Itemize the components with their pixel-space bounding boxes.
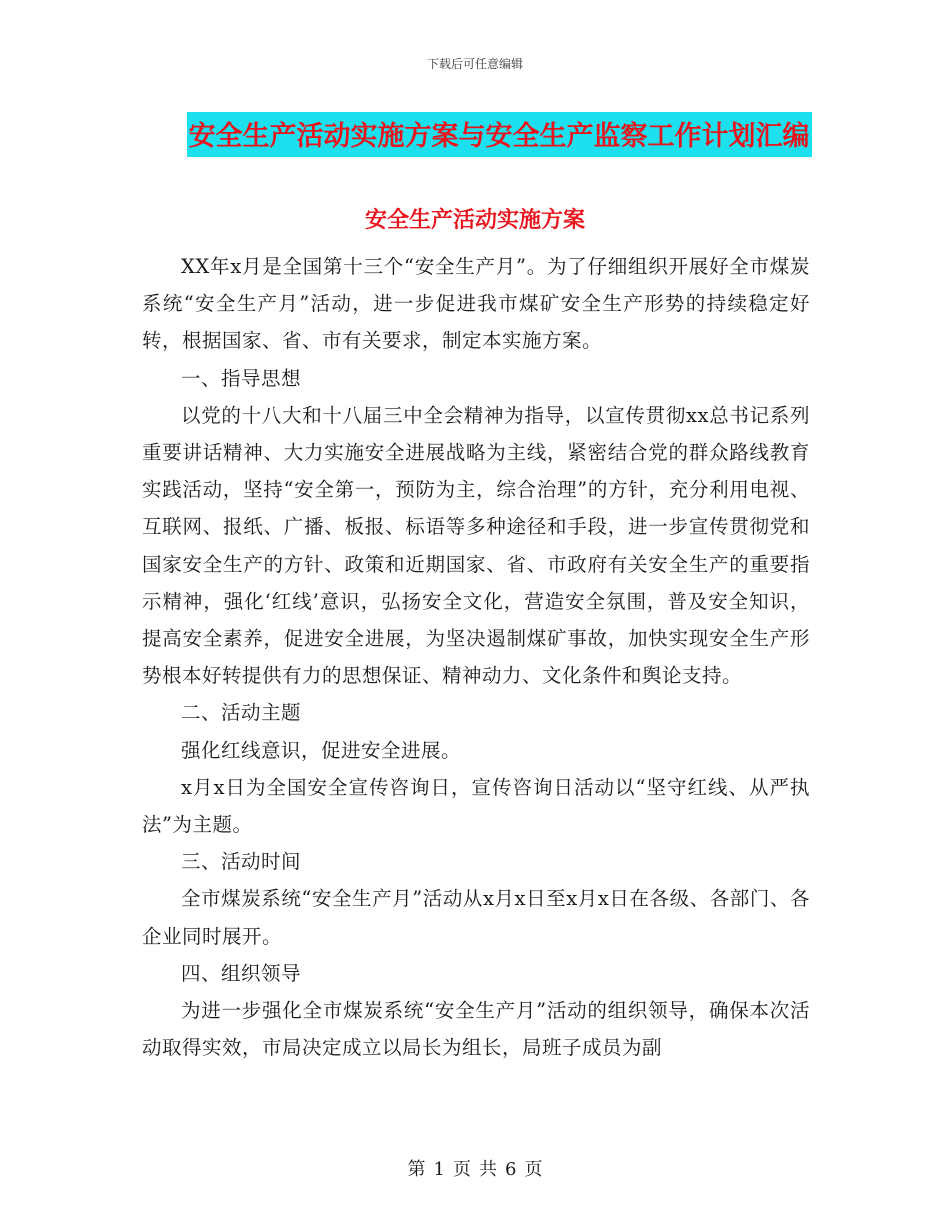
paragraph-intro: XX年x月是全国第十三个“安全生产月”。为了仔细组织开展好全市煤炭系统“安全生产月”活动，进一步促进我市煤矿安全生产形势的持续稳定好转，根据国家、省、市有关要求，制定本实施方案。: [142, 255, 810, 353]
heading-organization: 四、组织领导: [181, 961, 302, 985]
footer-label-before: 第: [407, 1159, 426, 1180]
footer-total-pages: 6: [505, 1159, 517, 1180]
main-title-wrap: [0, 112, 950, 157]
heading-activity-time: 三、活动时间: [181, 850, 302, 874]
footer-label-total: 共: [479, 1159, 497, 1180]
paragraph-activity-theme: 强化红线意识，促进安全进展。: [181, 738, 462, 762]
paragraph-guiding-thought: 以党的十八大和十八届三中全会精神为指导，以宣传贯彻xx总书记系列重要讲话精神、大力实施安全进展战略为主线，紧密结合党的群众路线教育实践活动，坚持“安全第一，预防为主，综合治理”的方针，充分利用电视、互联网、报纸、广播、板报、标语等多种途径和手段，进一步宣传贯彻党和国家安全生产的方针、政策和近期国家、省、市政府有关安全生产的重要指示精神，强化‘红线’意识，弘扬安全文化，营造安全氛围，普及安全知识，提高安全素养，促进安全进展，为坚决遏制煤矿事故，加快实现安全生产形势根本好转提供有力的思想保证、精神动力、文化条件和舆论支持。: [142, 403, 810, 688]
paragraph-activity-time: 全市煤炭系统“安全生产月”活动从x月x日至x月x日在各级、各部门、各企业同时展开。: [142, 887, 810, 948]
heading-activity-theme: 二、活动主题: [181, 701, 302, 725]
footer-label-mid: 页: [453, 1159, 471, 1180]
header-note: 下载后可任意编辑: [426, 57, 523, 71]
footer-label-after: 页: [524, 1159, 543, 1180]
body-text: [142, 248, 810, 1066]
footer-page-number: 1: [433, 1159, 445, 1180]
main-title: 安全生产活动实施方案与安全生产监察工作计划汇编: [187, 112, 812, 157]
heading-guiding-thought: 一、指导思想: [181, 366, 302, 390]
paragraph-consultation-day: x月x日为全国安全宣传咨询日，宣传咨询日活动以“坚守红线、从严执法”为主题。: [142, 775, 810, 837]
paragraph-organization: 为进一步强化全市煤炭系统“安全生产月”活动的组织领导，确保本次活动取得实效，市局决定成立以局长为组长，局班子成员为副: [142, 999, 810, 1060]
section-title: 安全生产活动实施方案: [364, 207, 585, 233]
page-footer: [0, 1155, 950, 1181]
